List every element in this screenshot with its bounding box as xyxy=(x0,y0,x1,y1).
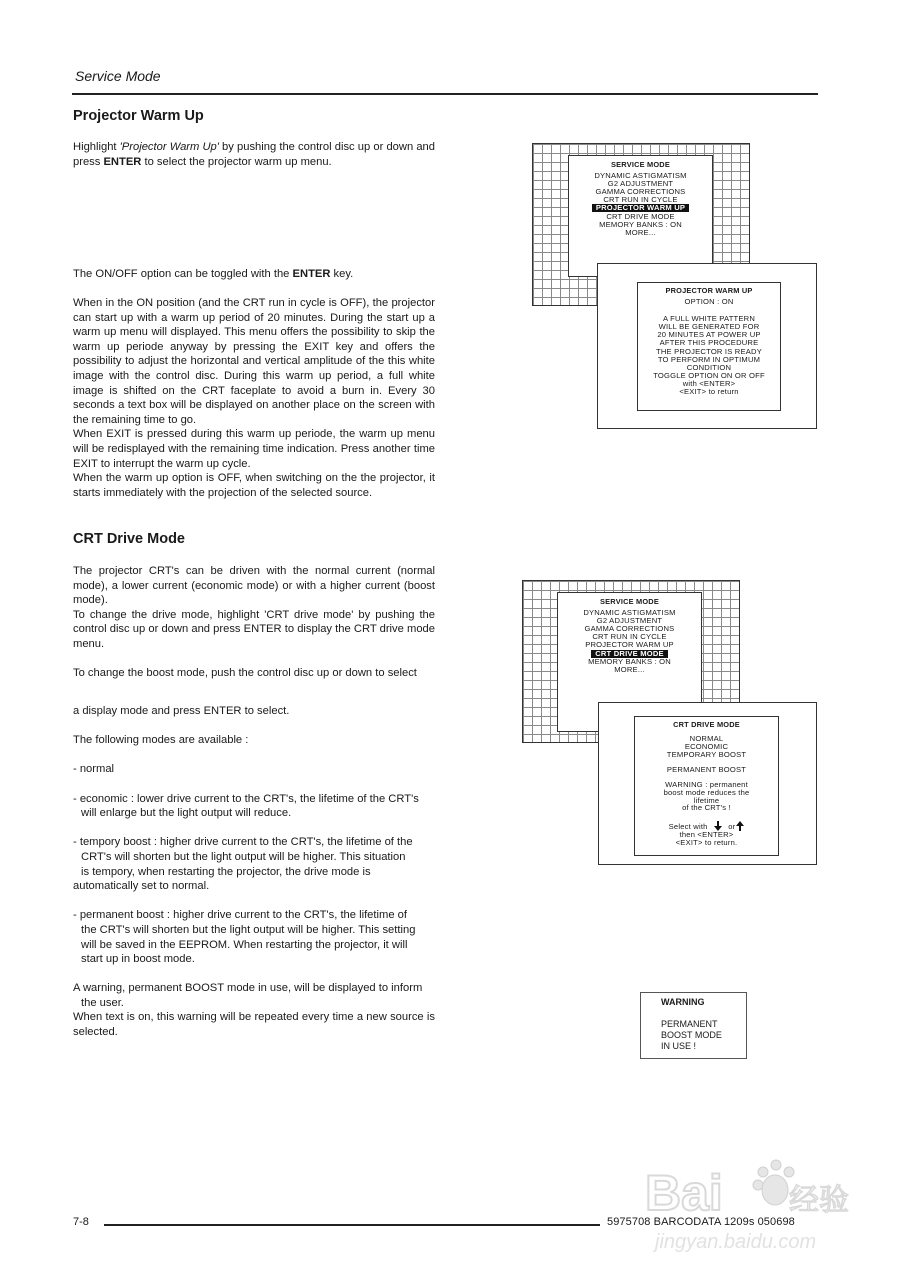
drive-option-normal[interactable]: NORMAL xyxy=(689,734,724,744)
menu-item-crt-run-in-cycle[interactable]: CRT RUN IN CYCLE xyxy=(603,195,678,205)
mode-permanent-boost-cont: the CRT's will shorten but the light output will be higher. This setting xyxy=(81,923,416,936)
mode-tempory-boost-cont: is tempory, when restarting the projector, the drive mode is xyxy=(81,865,371,878)
warmup-body-p1: When in the ON position (and the CRT run in cycle is OFF), the projector can start up with a warm up period of 20 minutes. During the start up a warm up menu will displayed. This menu offers the possibility to skip the warm up periode anyway by pressing the EXIT key and offers the possibility to adjust the horizontal and vertical amplitude of the this white image with the control disc. During this warm up period, a full white image is shifted on the CRT faceplate to avoid a burn in. Every 30 seconds a text box will be displayed on another place on the screen with the remaining time to go. xyxy=(73,297,435,426)
warning-box-line: IN USE ! xyxy=(661,1041,697,1051)
intro-text-3: to select the projector warm up menu. xyxy=(141,155,332,168)
drive-warning-line: of the CRT's ! xyxy=(682,803,731,813)
warmup-line: A FULL WHITE PATTERN xyxy=(662,314,756,324)
drive-warning-line: WARNING : permanent xyxy=(665,780,748,790)
warning-info-3: When text is on, this warning will be repeated every time a new source is selected. xyxy=(73,1011,435,1039)
mode-economic: - economic : lower drive current to the CRT's, the lifetime of the CRT's xyxy=(73,792,419,805)
mode-normal: - normal xyxy=(73,763,115,776)
mode-tempory-boost-cont: automatically set to normal. xyxy=(73,880,210,893)
paw-icon xyxy=(753,1160,794,1205)
warning-box-line: BOOST MODE xyxy=(661,1030,722,1040)
warning-info-2: the user. xyxy=(81,996,124,1009)
menu-item-projector-warm-up[interactable]: PROJECTOR WARM UP xyxy=(585,640,674,650)
drive-warning-line: boost mode reduces the xyxy=(663,788,750,798)
footer-divider xyxy=(104,1224,600,1226)
heading-crt-drive-mode: CRT Drive Mode xyxy=(73,531,185,547)
heading-projector-warm-up: Projector Warm Up xyxy=(73,108,204,124)
warmup-menu-title: PROJECTOR WARM UP xyxy=(665,286,753,295)
mode-permanent-boost-cont: will be saved in the EEPROM. When restarting the projector, it will xyxy=(81,938,408,951)
warning-box-line: PERMANENT xyxy=(661,1019,718,1029)
document-code: 5975708 BARCODATA 1209s 050698 xyxy=(607,1216,795,1228)
menu-item-memory-banks[interactable]: MEMORY BANKS : ON xyxy=(599,219,682,229)
toggle-paragraph xyxy=(73,267,435,282)
mode-tempory-boost-cont: CRT's will shorten but the light output will be higher. This situation xyxy=(81,850,406,863)
drive-menu xyxy=(634,716,779,856)
drive-p5: The following modes are available : xyxy=(73,734,249,747)
baidu-watermark xyxy=(643,1150,863,1260)
warmup-line: THE PROJECTOR IS READY xyxy=(656,346,762,356)
menu-item-g2-adjustment[interactable]: G2 ADJUSTMENT xyxy=(607,179,674,189)
intro-text-1: Highlight xyxy=(73,141,120,153)
select-or: or xyxy=(728,821,736,831)
menu-item-crt-drive-mode[interactable]: CRT DRIVE MODE xyxy=(606,211,675,221)
drive-option-permanent-boost[interactable]: PERMANENT BOOST xyxy=(666,765,747,775)
warning-box-title: WARNING xyxy=(661,997,705,1007)
drive-mode-body xyxy=(73,564,435,681)
service-menu-title: SERVICE MODE xyxy=(600,597,659,606)
menu-item-dynamic-astigmatism[interactable]: DYNAMIC ASTIGMATISM xyxy=(594,171,687,181)
watermark-logo-text: Bai xyxy=(645,1165,723,1221)
warmup-body-p2: When EXIT is pressed during this warm up periode, the warm up menu will be redisplayed with the remaining time indication. Press another time EXIT to interrupt the warm up cycle. xyxy=(73,428,435,470)
arrow-up-icon xyxy=(736,821,744,831)
drive-p1: The projector CRT's can be driven with the normal current (normal mode), a lower current (economic mode) or with a higher current (boost mode). xyxy=(73,565,435,607)
menu-item-more[interactable]: MORE... xyxy=(625,227,656,237)
menu-item-crt-run-in-cycle[interactable]: CRT RUN IN CYCLE xyxy=(592,632,667,642)
exit-instruction: <EXIT> to return. xyxy=(675,838,738,848)
drive-option-economic[interactable]: ECONOMIC xyxy=(684,742,729,752)
warmup-body-p3: When the warm up option is OFF, when switching on the the projector, it starts immediately with the projection of the selected source. xyxy=(73,472,435,499)
intro-italic: 'Projector Warm Up' xyxy=(119,141,219,153)
page-section-title: Service Mode xyxy=(75,68,161,84)
warmup-line: AFTER THIS PROCEDURE xyxy=(659,338,759,348)
toggle-bold-enter: ENTER xyxy=(292,268,331,280)
service-menu-1 xyxy=(570,157,711,275)
service-menu-title: SERVICE MODE xyxy=(611,160,670,169)
warmup-line: TO PERFORM IN OPTIMUM xyxy=(657,354,761,364)
intro-text-2: by pushing the control disc up or down and press xyxy=(73,141,435,168)
watermark-cn: 经验 xyxy=(789,1183,849,1218)
then-enter-instruction: then <ENTER> xyxy=(679,829,734,839)
warmup-menu xyxy=(637,282,781,411)
drive-p3: To change the boost mode, push the control disc up or down to select xyxy=(73,667,417,680)
mode-economic-cont: will enlarge but the light output will reduce. xyxy=(81,807,292,820)
drive-p2: To change the drive mode, highlight 'CRT drive mode' by pushing the control disc up or down and press ENTER to display the CRT drive mode menu. xyxy=(73,608,435,650)
warning-info-1: A warning, permanent BOOST mode in use, will be displayed to inform xyxy=(73,982,423,995)
warmup-line: <EXIT> to return xyxy=(679,387,739,397)
toggle-text-2: key. xyxy=(330,268,354,280)
warmup-option-toggle[interactable]: OPTION : ON xyxy=(684,297,734,307)
warmup-intro-paragraph xyxy=(73,140,435,169)
page-number: 7-8 xyxy=(73,1216,89,1228)
warmup-line: WILL BE GENERATED FOR xyxy=(658,322,760,332)
drive-option-temporary-boost[interactable]: TEMPORARY BOOST xyxy=(666,750,747,760)
drive-p4: a display mode and press ENTER to select. xyxy=(73,705,290,717)
mode-tempory-boost: - tempory boost : higher drive current to the CRT's, the lifetime of the xyxy=(73,836,413,849)
drive-mode-list xyxy=(73,704,435,1040)
menu-item-g2-adjustment[interactable]: G2 ADJUSTMENT xyxy=(596,616,663,626)
menu-item-gamma-corrections[interactable]: GAMMA CORRECTIONS xyxy=(595,187,686,197)
watermark-url: jingyan.baidu.com xyxy=(655,1231,817,1253)
warmup-line: 20 MINUTES AT POWER UP xyxy=(657,330,761,340)
warmup-line: with <ENTER> xyxy=(682,378,736,388)
menu-item-gamma-corrections[interactable]: GAMMA CORRECTIONS xyxy=(584,624,675,634)
mode-permanent-boost: - permanent boost : higher drive current to the CRT's, the lifetime of xyxy=(73,909,407,922)
warmup-body xyxy=(73,296,435,500)
drive-menu-title: CRT DRIVE MODE xyxy=(673,720,740,729)
select-instruction: Select with xyxy=(668,821,708,831)
menu-item-more[interactable]: MORE... xyxy=(614,664,645,674)
header-divider xyxy=(72,93,818,95)
warmup-line: CONDITION xyxy=(686,362,732,372)
menu-item-crt-drive-mode-selected[interactable]: CRT DRIVE MODE xyxy=(591,650,668,658)
toggle-text-1: The ON/OFF option can be toggled with the xyxy=(73,268,293,280)
menu-item-memory-banks[interactable]: MEMORY BANKS : ON xyxy=(588,656,671,666)
menu-item-projector-warm-up-selected[interactable]: PROJECTOR WARM UP xyxy=(592,204,689,212)
warmup-line: TOGGLE OPTION ON OR OFF xyxy=(653,370,765,380)
permanent-boost-warning-box xyxy=(640,992,747,1059)
mode-permanent-boost-cont: start up in boost mode. xyxy=(81,953,195,966)
drive-warning-line: lifetime xyxy=(693,795,720,805)
menu-item-dynamic-astigmatism[interactable]: DYNAMIC ASTIGMATISM xyxy=(583,608,676,618)
intro-bold-enter: ENTER xyxy=(103,155,142,168)
